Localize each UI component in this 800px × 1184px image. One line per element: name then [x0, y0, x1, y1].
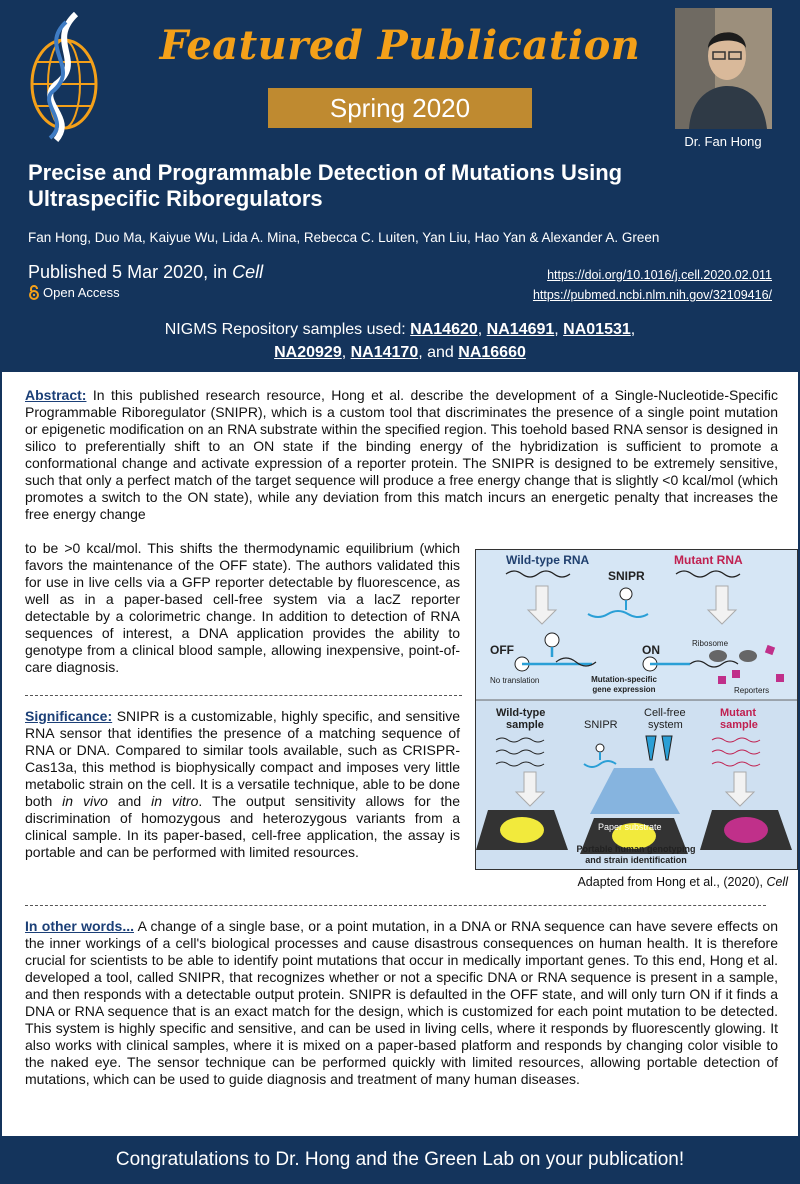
- in-other-words-paragraph: [25, 918, 778, 1088]
- author-photo: [675, 8, 772, 129]
- significance-text: . The output sensitivity allows for the discrimination of homozygous and heterozygous variants from a clinical sample. In its paper-based, cell-free application, the assay is portable and can be performed with limited resources.: [25, 793, 461, 860]
- journal-name: Cell: [232, 262, 264, 282]
- fig-on: ON: [642, 643, 660, 657]
- sample-link[interactable]: NA14170: [350, 344, 419, 361]
- open-access-badge: [28, 285, 120, 300]
- fig-ribosome: Ribosome: [692, 639, 729, 648]
- fig-no-translation: No translation: [490, 676, 540, 685]
- open-access-label: Open Access: [43, 285, 120, 300]
- author-list: Fan Hong, Duo Ma, Kaiyue Wu, Lida A. Mina, Rebecca C. Luiten, Yan Liu, Hao Yan & Alexander A. Green: [28, 230, 660, 245]
- fig-cellfree-2: system: [648, 719, 683, 731]
- significance-italic: in vitro: [151, 793, 199, 809]
- significance-text: and: [107, 793, 152, 809]
- content-panel: [2, 372, 798, 1136]
- season-badge: Spring 2020: [268, 88, 532, 128]
- sample-link[interactable]: NA14691: [486, 321, 555, 338]
- fig-snipr: SNIPR: [608, 569, 645, 583]
- paper-title: Precise and Programmable Detection of Mutations Using Ultraspecific Riboregulators: [28, 160, 623, 211]
- fig-snipr-2: SNIPR: [584, 719, 618, 731]
- fig-cellfree: Cell-free: [644, 707, 686, 719]
- sample-link[interactable]: NA01531: [563, 321, 631, 338]
- significance-text: SNIPR is a customizable, highly specific, and sensitive RNA sensor that identifies the presence of a matching sequence of RNA or DNA. Compared to similar tools available, such as CRISPR-Cas13a, this method is biophysically compact and imposes very little metabolic strain on the cell. It is a versatile technique, able to be done both: [25, 708, 460, 809]
- fig-mutation-specific: Mutation-specific: [591, 675, 657, 684]
- pubmed-link[interactable]: https://pubmed.ncbi.nlm.nih.gov/32109416/: [532, 288, 772, 302]
- divider: [25, 905, 766, 906]
- congratulations-footer: Congratulations to Dr. Hong and the Green Lab on your publication!: [115, 1149, 685, 1170]
- fig-wild-sample-2: sample: [506, 719, 544, 731]
- abstract-paragraph: [25, 387, 778, 523]
- fig-portable-2: and strain identification: [585, 855, 687, 865]
- significance-label: Significance:: [25, 708, 113, 724]
- doi-link[interactable]: https://doi.org/10.1016/j.cell.2020.02.011: [547, 268, 772, 282]
- nigms-prefix: NIGMS Repository samples used:: [164, 321, 411, 338]
- snipr-figure: [475, 549, 798, 870]
- divider: [25, 695, 462, 696]
- fig-off: OFF: [490, 643, 514, 657]
- abstract-continuation: to be >0 kcal/mol. This shifts the thermodynamic equilibrium (which favors the maintenance of the OFF state). The authors validated this for use in live cells via a GFP reporter detectable by fluorescence, as well as in a paper-based cell-free system via a lacZ reporter detectable by a colorimetric change. In addition to detection of RNA sequences of interest, a DNA application provides the ability to genotype from a clinical blood sample, allowing inexpensive, point-of-care diagnosis.: [25, 540, 460, 675]
- featured-publication-heading: Featured Publication: [159, 22, 641, 69]
- publication-date: [28, 262, 263, 283]
- nigms-samples: NIGMS Repository samples used: NA14620, NA14691, NA01531, NA20929, NA14170, and NA16660: [164, 321, 636, 361]
- fig-wild-rna: Wild-type RNA: [506, 553, 590, 567]
- fig-mutant-rna: Mutant RNA: [674, 553, 743, 567]
- abstract-text: In this published research resource, Hong et al. describe the development of a Single-Nucleotide-Specific Programmable Riboregulator (SNIPR), which is a custom tool that discriminates the presence of a single point mutation or epigenetic modification on an RNA substrate within the specified region. This toehold based RNA sensor is designed in silico to preferentially shift to an ON state if the binding energy of the hybridization is sufficient to promote a conformational change and activate expression of a reporter protein. The SNIPR is designed to be extremely sensitive, such that only a perfect match of the target sequence will produce a free energy change that is slightly <0 kcal/mol (which promotes a switch to the ON state), while any deviation from this match incurs an energetic penalty that increases the free energy change: [25, 387, 778, 522]
- sample-link[interactable]: NA14620: [410, 321, 478, 338]
- in-other-words-text: A change of a single base, or a point mutation, in a DNA or RNA sequence can have severe effects on the inner workings of a cell's biological processes and cause disastrous consequences on human health. It is therefore crucial for scientists to be able to identify point mutations that occur in medically important genes. To this end, Hong et al. developed a tool, called SNIPR, that recognizes whether or not a specific DNA or RNA sequence is present in a sample, and then responds with a detectable output protein. SNIPR is defaulted in the OFF state, and will only turn ON if it finds a DNA or RNA sequence that is an exact match for the design, which is customized for each point mutation to be detected. This system is highly specific and sensitive, and can be used in living cells, where it responds by fluorescently glowing. It also works with clinical samples, where it is mixed on a paper-based platform and responds by changing color visible to the naked eye. The sensor technique can be performed quickly with limited resources, allowing portable detection of mutations, which can be used to guide diagnosis and treatment of many human diseases.: [25, 918, 778, 1087]
- sample-link[interactable]: NA20929: [274, 344, 342, 361]
- fig-mutant-sample-2: sample: [720, 719, 758, 731]
- sample-link[interactable]: NA16660: [458, 344, 526, 361]
- abstract-label: Abstract:: [25, 387, 87, 403]
- article-links: [533, 265, 772, 305]
- in-other-words-label: In other words...: [25, 918, 134, 934]
- photo-caption: Dr. Fan Hong: [684, 134, 762, 149]
- significance-paragraph: [25, 708, 460, 861]
- fig-gene-expression: gene expression: [592, 685, 656, 694]
- dna-globe-logo-icon: [26, 12, 102, 142]
- and-connector: , and: [418, 344, 459, 361]
- open-access-icon: [28, 285, 40, 300]
- figure-caption-journal: Cell: [766, 875, 788, 889]
- header-banner: [0, 0, 800, 372]
- published-prefix: Published 5 Mar 2020, in: [28, 262, 233, 282]
- fig-wild-sample: Wild-type: [496, 707, 546, 719]
- fig-mutant-sample: Mutant: [720, 707, 757, 719]
- significance-italic: in vivo: [62, 793, 108, 809]
- fig-paper: Paper substrate: [598, 822, 662, 832]
- figure-caption-text: Adapted from Hong et al., (2020),: [577, 875, 767, 889]
- fig-reporters: Reporters: [734, 686, 770, 695]
- fig-portable: Portable human genotyping: [576, 844, 696, 854]
- figure-caption: [522, 875, 788, 889]
